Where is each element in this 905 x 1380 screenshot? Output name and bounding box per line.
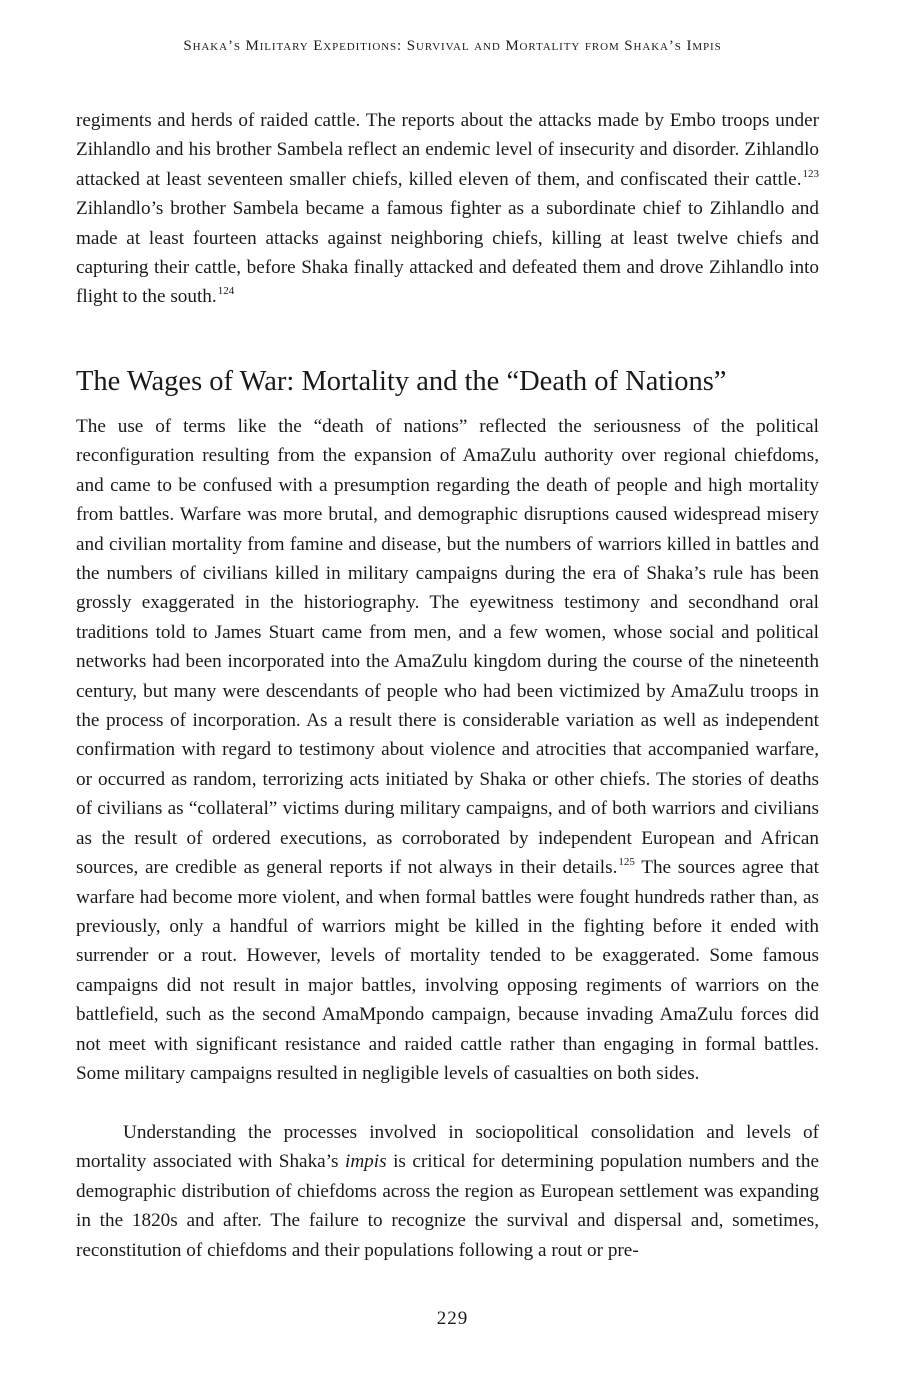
paragraph-1 <box>76 106 819 312</box>
footnote-ref-123: 123 <box>802 167 819 180</box>
paragraph-1-text-b: Zihlandlo’s brother Sambela became a famous fighter as a subordinate chief to Zihlandlo and made at least fourteen attacks against neighboring chiefs, killing at least twelve chiefs and capturing their cattle, before Shaka finally attacked and defeated them and drove Zihlandlo into flight to the south. <box>76 198 819 308</box>
paragraph-2-text-b: The sources agree that warfare had become more violent, and when formal battles were fought hundreds rather than, as previously, only a handful of warriors might be killed in the fighting before it ended with surrender or a rout. However, levels of mortality tended to be exaggerated. Some famous campaigns did not result in major battles, involving opposing regiments of warriors on the battlefield, such as the second AmaMpondo campaign, because invading AmaZulu forces did not meet with significant resistance and raided cattle rather than engaging in formal battles. Some military campaigns resulted in negligible levels of casualties on both sides. <box>76 857 819 1084</box>
footnote-ref-124: 124 <box>217 285 235 298</box>
page-number: 229 <box>436 1308 469 1329</box>
paragraph-2 <box>76 412 819 1088</box>
running-head: Shaka’s Military Expeditions: Survival and Mortality from Shaka’s Impis <box>183 38 722 54</box>
paragraph-3-text-b: is critical for determining population numbers and the demographic distribution of chiefdoms across the region as European settlement was expanding in the 1820s and after. The failure to recognize the survival and dispersal and, sometimes, reconstitution of chiefdoms and their populations following a rout or pre- <box>76 1151 819 1261</box>
italic-term-impis: impis <box>344 1151 387 1173</box>
section-heading: The Wages of War: Mortality and the “Death of Nations” <box>76 366 727 397</box>
paragraph-1-text-a: regiments and herds of raided cattle. The reports about the attacks made by Embo troops under Zihlandlo and his brother Sambela reflect an endemic level of insecurity and disorder. Zihlandlo attacked at least seventeen smaller chiefs, killed eleven of them, and confiscated their cattle. <box>76 110 819 190</box>
footnote-ref-125: 125 <box>618 856 635 869</box>
paragraph-2-text-a: The use of terms like the “death of nations” reflected the seriousness of the political reconfiguration resulting from the expansion of AmaZulu authority over regional chiefdoms, and came to be confused with a presumption regarding the death of people and high mortality from battles. Warfare was more brutal, and demographic disruptions caused widespread misery and civilian mortality from famine and disease, but the numbers of warriors killed in battles and the numbers of civilians killed in military campaigns during the era of Shaka’s rule has been grossly exaggerated in the historiography. The eyewitness testimony and secondhand oral traditions told to James Stuart came from men, and a few women, whose social and political networks had been incorporated into the AmaZulu kingdom during the course of the nineteenth century, but many were descendants of people who had been victimized by AmaZulu troops in the process of incorporation. As a result there is considerable variation as well as independent confirmation with regard to testimony about violence and atrocities that accompanied warfare, or occurred as random, terrorizing acts initiated by Shaka or other chiefs. The stories of deaths of civilians as “collateral” victims during military campaigns, and of both warriors and civilians as the result of ordered executions, as corroborated by independent European and African sources, are credible as general reports if not always in their details. <box>76 416 819 879</box>
paragraph-3-text-a: Understanding the processes involved in sociopolitical consolidation and levels of mortality associated with Shaka’s <box>76 1122 819 1173</box>
paragraph-3 <box>76 1118 819 1265</box>
